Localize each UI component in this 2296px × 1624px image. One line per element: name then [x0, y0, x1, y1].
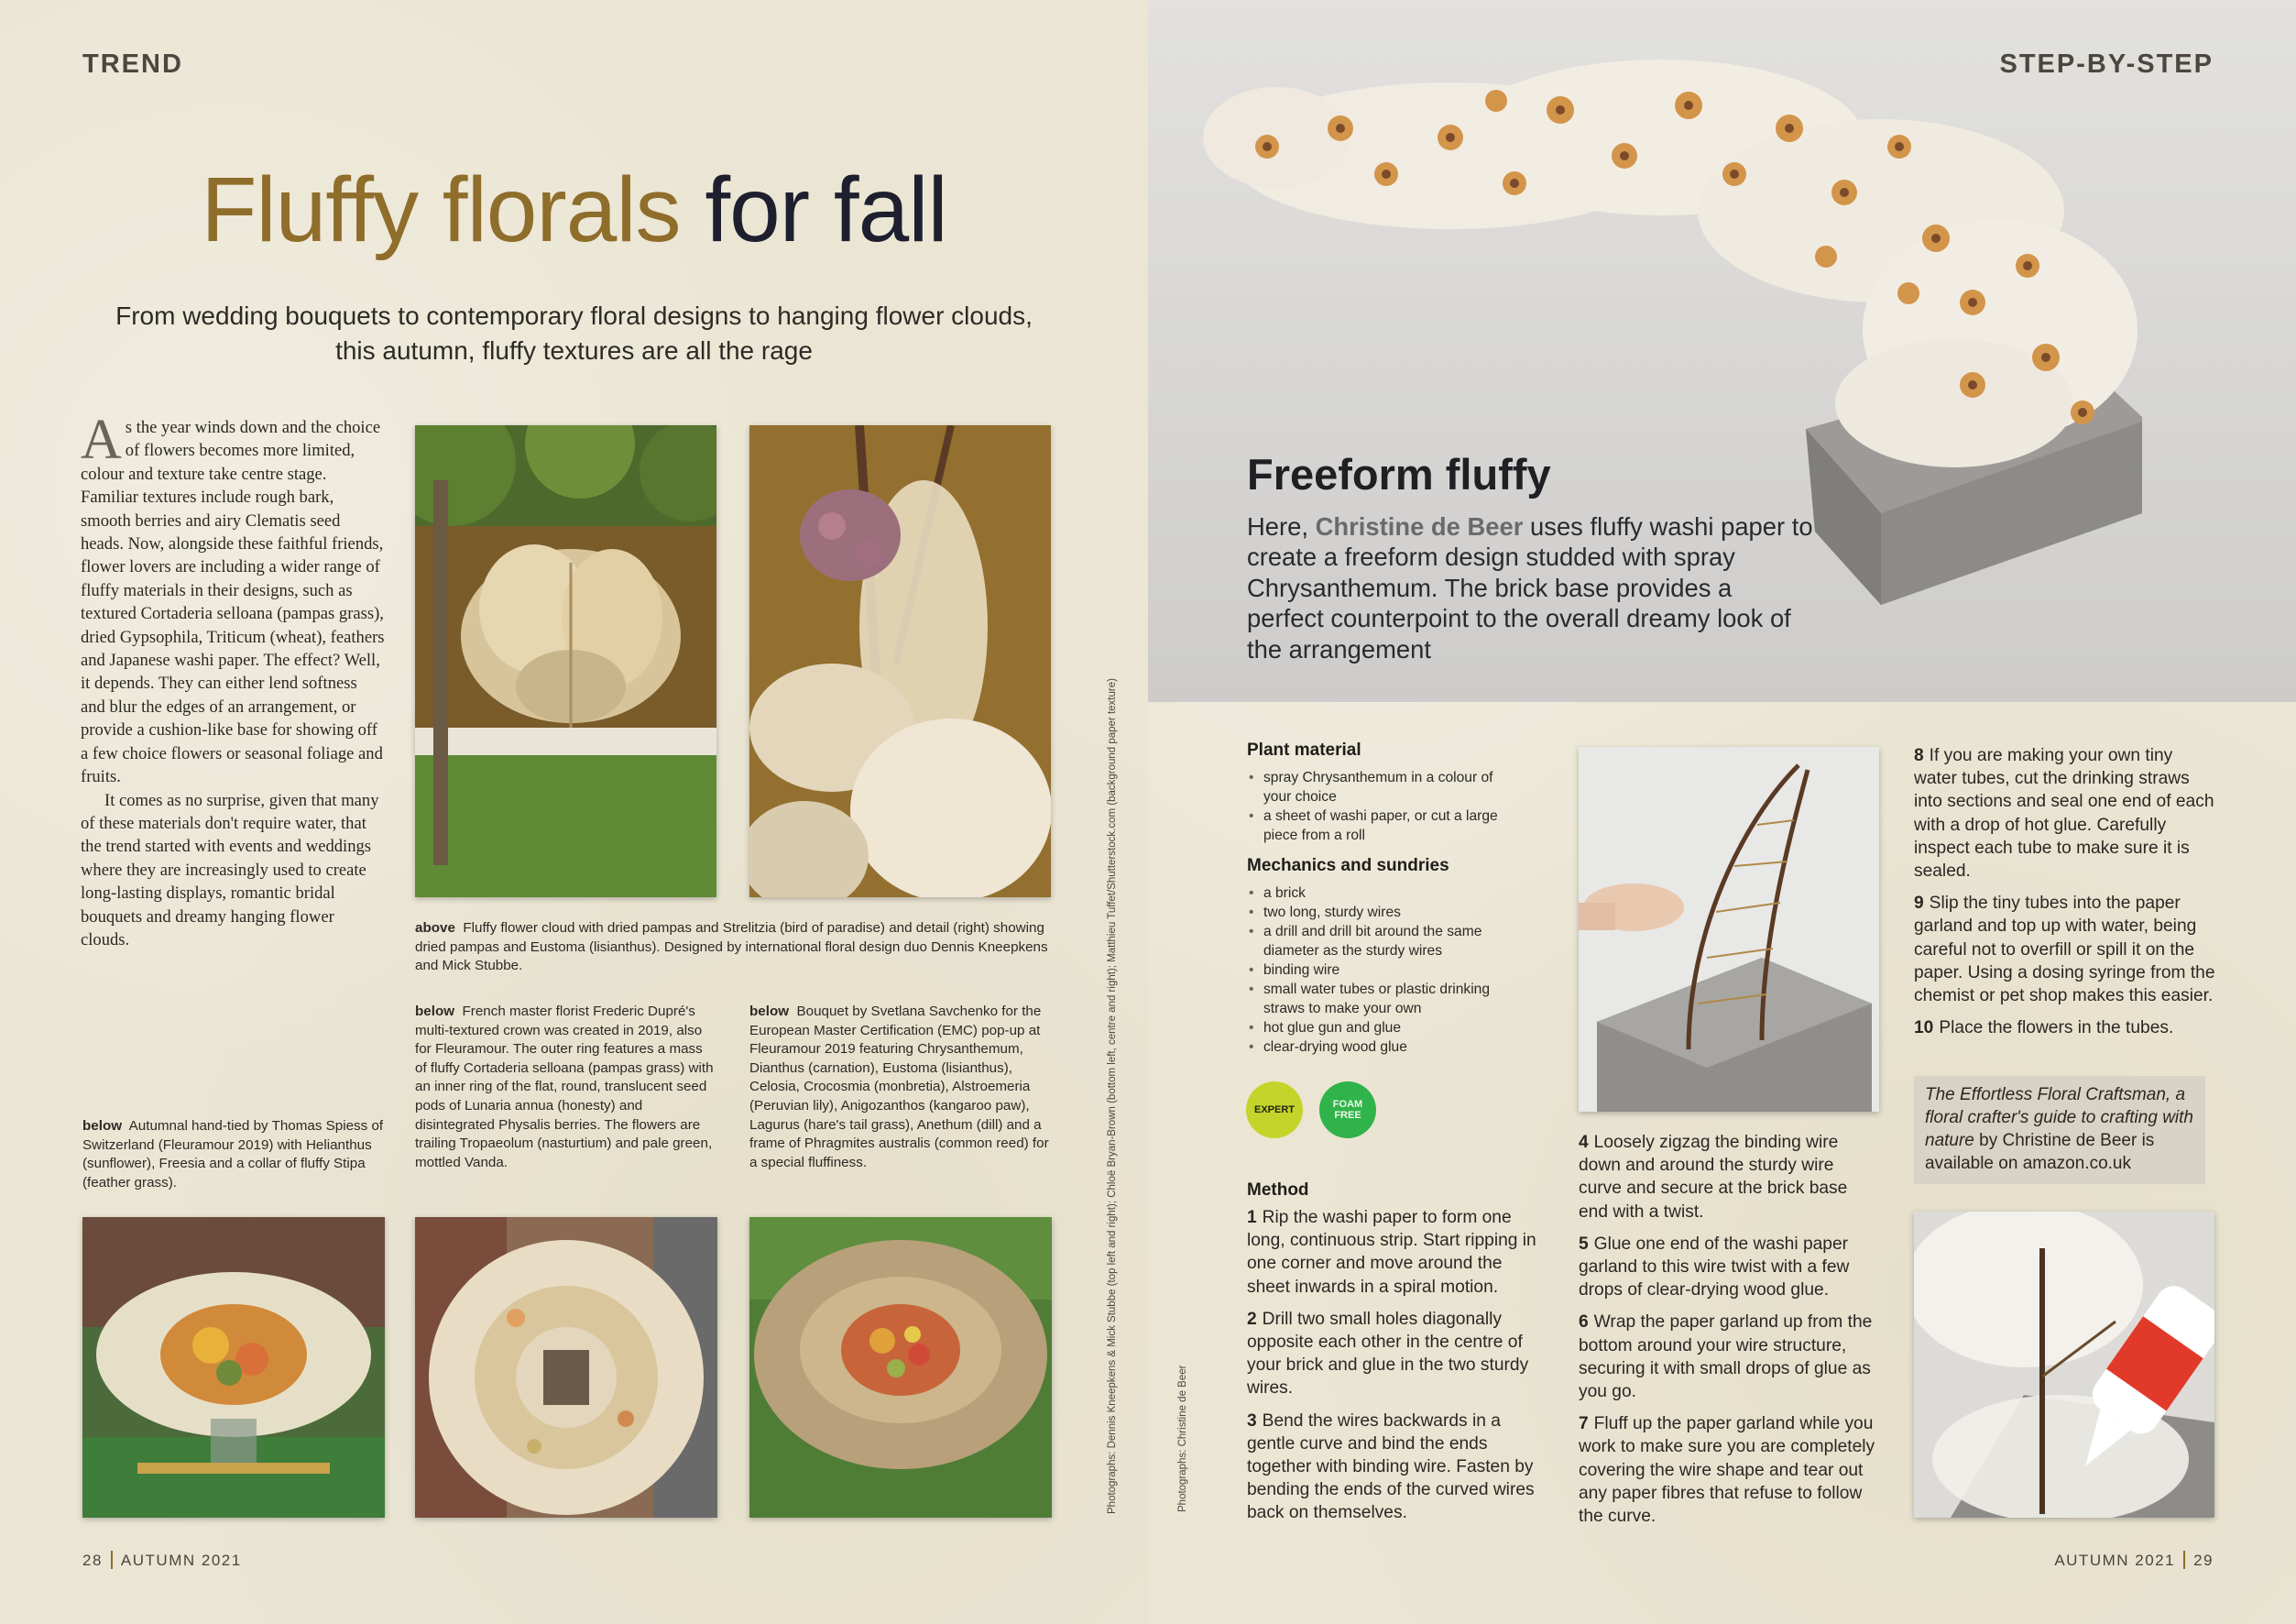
title-part-dark: for fall [705, 159, 947, 261]
step-number: 2 [1247, 1309, 1257, 1329]
hand-tied-image [82, 1217, 385, 1518]
list-item: • binding wire [1247, 960, 1522, 980]
method-step-9 [1914, 892, 2216, 1007]
mechanics-heading: Mechanics and sundries [1247, 856, 1449, 875]
title-part-gold: Fluffy florals [201, 159, 681, 261]
list-item: • a sheet of washi paper, or cut a large piece from a roll [1247, 807, 1522, 845]
page-title [0, 158, 1148, 263]
method-step-10 [1914, 1016, 2216, 1039]
section-tag-trend: TREND [82, 49, 183, 79]
caption-above-label: above [415, 920, 455, 936]
body-paragraph-1 [81, 409, 385, 789]
step-text: Fluff up the paper garland while you work to make sure you are completely covering the wire shape and tear out any paper fibres that refuse to follow the curve. [1579, 1414, 1875, 1527]
pampas-detail-image [749, 425, 1051, 897]
photo-credit-right: Photographs: Christine de Beer [1177, 1365, 1188, 1512]
step-text: Rip the washi paper to form one long, continuous strip. Start ripping in one corner and move around the sheet inwards in a spiral motion. [1247, 1208, 1536, 1297]
method-steps-col1 [1247, 1206, 1545, 1534]
step-number: 1 [1247, 1208, 1257, 1227]
caption-below-middle-label: below [415, 1004, 455, 1019]
book-title: The Effortless Floral Craftsman, a floral crafter's guide to crafting with nature [1925, 1085, 2193, 1150]
book-promo [1914, 1076, 2205, 1184]
step-number: 5 [1579, 1234, 1589, 1254]
step-text: Bend the wires backwards in a gentle curve and bind the ends together with binding wire. Fasten by bending the ends of the curved wires back on themselves. [1247, 1410, 1535, 1523]
folio-divider [111, 1551, 113, 1569]
method-step-6 [1579, 1311, 1881, 1403]
method-step-7 [1579, 1412, 1881, 1528]
step-number: 10 [1914, 1018, 1934, 1038]
photo-glue-detail [1914, 1212, 2214, 1518]
photo-wire-structure [1579, 747, 1879, 1112]
step-number: 9 [1914, 894, 1924, 914]
hero-title: Freeform fluffy [1247, 450, 1551, 499]
caption-below-left [82, 1117, 385, 1192]
method-steps-col2 [1579, 1131, 1881, 1537]
step-number: 6 [1579, 1312, 1589, 1333]
caption-below-right [749, 1003, 1052, 1172]
photo-bouquet-emc [749, 1217, 1052, 1518]
caption-below-left-label: below [82, 1118, 123, 1134]
folio-left-issue: AUTUMN 2021 [120, 1552, 242, 1569]
method-steps-col3 [1914, 744, 2216, 1048]
hero-photo [1148, 0, 2296, 702]
drop-cap: A [81, 409, 122, 471]
step-text: Drill two small holes diagonally opposite each other in the centre of your brick and glue in the two sturdy wires. [1247, 1309, 1529, 1399]
step-text: Place the flowers in the tubes. [1939, 1018, 2174, 1038]
caption-below-left-text: Autumnal hand-tied by Thomas Spiess of Switzerland (Fleuramour 2019) with Helianthus (sunflower), Freesia and a collar of fluffy Stipa (feather grass). [82, 1118, 384, 1191]
badge-foam-free: FOAM FREE [1319, 1081, 1376, 1138]
method-heading: Method [1247, 1180, 1309, 1200]
glue-detail-image [1914, 1212, 2214, 1518]
plant-material-heading: Plant material [1247, 741, 1361, 760]
step-text: If you are making your own tiny water tubes, cut the drinking straws into sections and seal one end of each with a drop of hot glue. Carefully inspect each tube to make sure it is sealed. [1914, 746, 2214, 882]
list-item: • clear-drying wood glue [1247, 1037, 1522, 1057]
caption-below-right-label: below [749, 1004, 790, 1019]
hero-text [1247, 511, 1815, 664]
hero-text-before: Here, [1247, 512, 1316, 541]
bouquet-emc-image [749, 1217, 1052, 1518]
folio-right [2054, 1551, 2214, 1570]
mechanics-list [1247, 883, 1522, 1057]
hero-text-after: uses fluffy washi paper to create a freeform design studded with spray Chrysanthemum. The brick base provides a perfect counterpoint to the overall dreamy look of the arrangement [1247, 512, 1813, 664]
photo-pampas-detail [749, 425, 1051, 897]
step-text: Slip the tiny tubes into the paper garland and top up with water, being careful not to overfill or spill it on the paper. Using a dosing syringe from the chemist or pet shop makes this easier. [1914, 894, 2215, 1006]
step-number: 8 [1914, 746, 1924, 765]
list-item: • two long, sturdy wires [1247, 903, 1522, 922]
flower-cloud-image [415, 425, 716, 897]
photo-credit-left: Photographs: Dennis Kneepkens & Mick Stubbe (top left and right); Chloë Bryan-Brown (bottom left, centre and right); Matthieu Tuffet/Shutterstock.com (background paper texture) [1107, 678, 1118, 1514]
method-step-5 [1579, 1233, 1881, 1302]
caption-below-middle-text: French master florist Frederic Dupré's multi-textured crown was created in 2019, also for Fleuramour. The outer ring features a mass of fluffy Cortaderia selloana (pampas grass) with an inner ring of the flat, round, translucent seed pods of Lunaria annua (honesty) and disintegrated Physalis berries. The flowers are trailing Tropaeolum (nasturtium) and pale green, mottled Vanda. [415, 1004, 714, 1170]
caption-below-right-text: Bouquet by Svetlana Savchenko for the European Master Certification (EMC) pop-up at Fleuramour 2019 featuring Chrysanthemum, Dianthus (carnation), Eustoma (lisianthus), Celosia, Crocosmia (monbretia), Alstroemeria (Peruvian lily), Anigozanthos (kangaroo paw), Lagurus (hare's tail grass), Anethum (dill) and a frame of Phragmites australis (common reed) for a special fluffiness. [749, 1004, 1049, 1170]
step-number: 3 [1247, 1410, 1257, 1431]
folio-right-page: 29 [2193, 1552, 2214, 1569]
step-number: 7 [1579, 1414, 1589, 1434]
step-text: Loosely zigzag the binding wire down and around the sturdy wire curve and secure at the brick base end with a twist. [1579, 1133, 1848, 1222]
photo-crown [415, 1217, 717, 1518]
step-number: 4 [1579, 1133, 1589, 1152]
body-paragraph-2: It comes as no surprise, given that many of these materials don't require water, that the trend started with events and weddings where they are increasingly used to create long-lasting displays, romantic bridal bouquets and dreamy hanging flower clouds. [81, 790, 379, 949]
plant-material-list [1247, 768, 1522, 845]
book-text: by Christine de Beer is available on amazon.co.uk [1925, 1131, 2155, 1173]
designer-name: Christine de Beer [1315, 512, 1524, 541]
caption-above [415, 919, 1056, 976]
list-item: • a brick [1247, 883, 1522, 903]
method-step-4 [1579, 1131, 1881, 1223]
photo-hand-tied [82, 1217, 385, 1518]
photo-flower-cloud [415, 425, 716, 897]
folio-divider [2183, 1551, 2185, 1569]
folio-right-issue: AUTUMN 2021 [2054, 1552, 2176, 1569]
list-item: • hot glue gun and glue [1247, 1018, 1522, 1037]
caption-above-text: Fluffy flower cloud with dried pampas and Strelitzia (bird of paradise) and detail (right) showing dried pampas and Eustoma (lisianthus). Designed by international floral design duo Dennis Kneepkens and Mick Stubbe. [415, 920, 1048, 974]
body-p1-text: s the year winds down and the choice of flowers becomes more limited, colour and texture take centre stage. Familiar textures include rough bark, smooth berries and airy Clematis seed heads. Now, alongside these faithful friends, flower lovers are including a wider range of fluffy materials in their designs, such as textured Cortaderia selloana (pampas grass), dried Gypsophila, Triticum (wheat), feathers and Japanese washi paper. The effect? Well, it depends. They can either lend softness and blur the edges of an arrangement, or provide a cushion-like base for showing off a few choice flowers or seasonal foliage and fruits. [81, 418, 385, 787]
badge-expert: EXPERT [1246, 1081, 1303, 1138]
method-step-2 [1247, 1308, 1545, 1400]
caption-below-middle [415, 1003, 717, 1172]
method-step-8 [1914, 744, 2216, 883]
list-item: • small water tubes or plastic drinking straws to make your own [1247, 980, 1522, 1018]
list-item: • spray Chrysanthemum in a colour of your choice [1247, 768, 1522, 807]
step-text: Wrap the paper garland up from the bottom around your wire structure, securing it with small drops of glue as you go. [1579, 1312, 1873, 1402]
folio-left [82, 1551, 242, 1570]
standfirst: From wedding bouquets to contemporary floral designs to hanging flower clouds, this autumn, fluffy textures are all the rage [115, 302, 1033, 365]
right-page [1148, 0, 2296, 1624]
folio-left-page: 28 [82, 1552, 103, 1569]
step-text: Glue one end of the washi paper garland to this wire twist with a few drops of clear-drying wood glue. [1579, 1234, 1850, 1300]
method-step-3 [1247, 1410, 1545, 1525]
body-copy [81, 409, 385, 951]
list-item: • a drill and drill bit around the same diameter as the sturdy wires [1247, 922, 1522, 960]
wire-structure-image [1579, 747, 1879, 1112]
section-tag-step-by-step: STEP-BY-STEP [1999, 49, 2214, 79]
crown-image [415, 1217, 717, 1518]
method-step-1 [1247, 1206, 1545, 1299]
